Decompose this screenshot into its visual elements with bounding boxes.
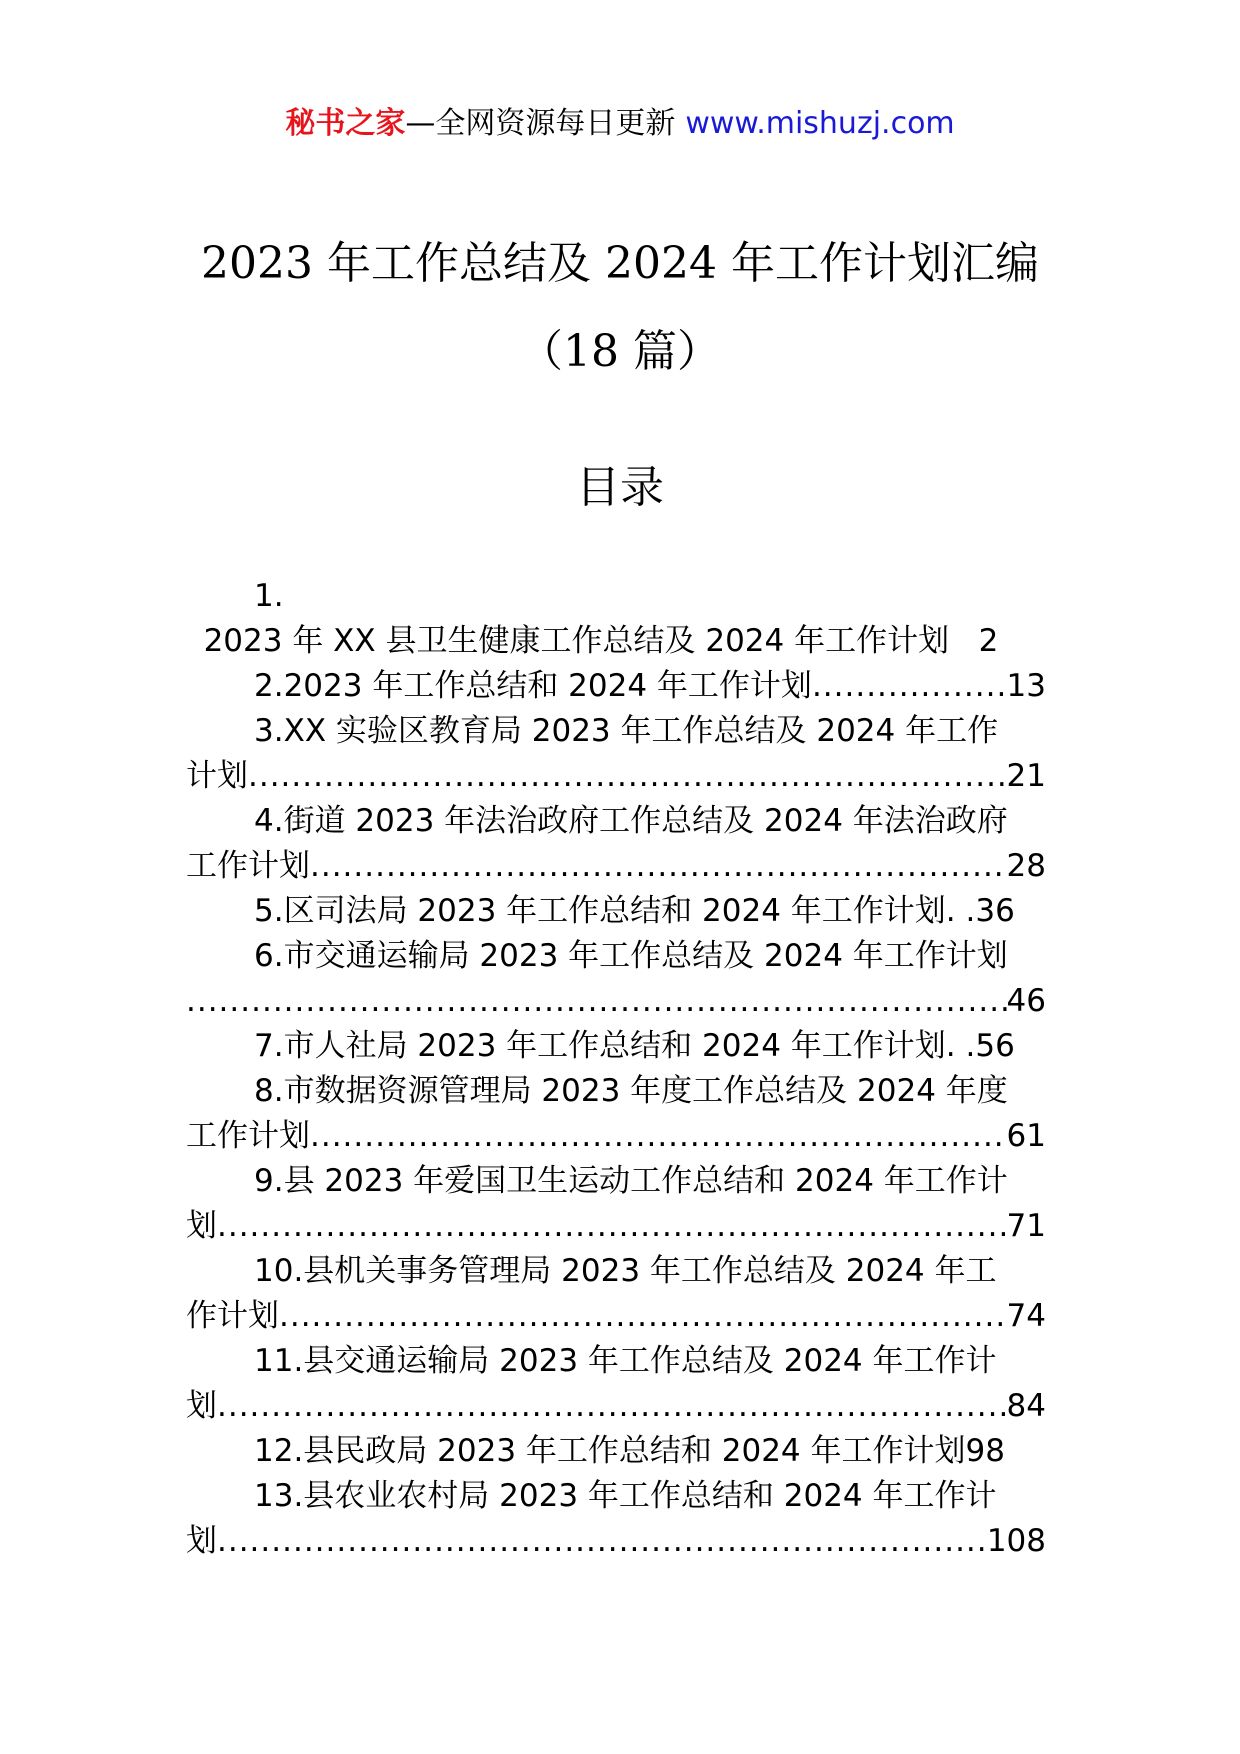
toc-page-number: 21 — [1006, 758, 1046, 794]
site-header — [0, 104, 1240, 144]
toc-leader-dots — [279, 1294, 1007, 1339]
toc-entry-13-line1[interactable]: 13.县农业农村局 2023 年工作总结和 2024 年工作计 — [254, 1478, 997, 1514]
toc-heading: 目录 — [576, 462, 664, 513]
toc-entry-8-line1[interactable]: 8.市数据资源管理局 2023 年度工作总结及 2024 年度 — [254, 1073, 1008, 1109]
toc-entry-title: 12.县民政局 2023 年工作总结和 2024 年工作计划 — [254, 1433, 966, 1469]
toc-entry-12[interactable] — [186, 1429, 1046, 1474]
toc-entry-4-line1[interactable]: 4.街道 2023 年法治政府工作总结及 2024 年法治政府 — [254, 803, 1008, 839]
toc-leader-dots — [217, 1204, 1007, 1249]
toc-entry-title: 作计划 — [186, 1298, 279, 1334]
site-url-link[interactable]: www.mishuzj.com — [685, 106, 955, 141]
toc-leader-dots — [310, 844, 1007, 889]
toc-entry-title: 划 — [186, 1523, 217, 1559]
toc-entry-10[interactable] — [186, 1294, 1046, 1339]
toc-entry-9[interactable] — [186, 1204, 1046, 1249]
toc-page-number: 36 — [975, 893, 1015, 929]
toc-leader-dots — [310, 1114, 1007, 1159]
toc-page-number: 28 — [1006, 848, 1046, 884]
toc-leader-dots — [217, 1519, 987, 1564]
toc-leader-dots — [812, 664, 1007, 709]
toc-leader-dots — [186, 979, 1007, 1024]
toc-entry-11[interactable] — [186, 1384, 1046, 1429]
site-brand: 秘书之家 — [285, 106, 406, 141]
toc-entry-title: 2.2023 年工作总结和 2024 年工作计划 — [254, 668, 812, 704]
table-of-contents — [186, 574, 1046, 1564]
toc-leader-dots — [248, 754, 1007, 799]
toc-entry-title: 2023 年 XX 县卫生健康工作总结及 2024 年工作计划 — [203, 623, 950, 659]
toc-page-number: 84 — [1006, 1388, 1046, 1424]
toc-entry-6[interactable] — [186, 979, 1046, 1024]
toc-entry-4[interactable] — [186, 844, 1046, 889]
toc-entry-title: 划 — [186, 1208, 217, 1244]
toc-entry-3[interactable] — [186, 754, 1046, 799]
toc-leader-dots — [217, 1384, 1007, 1429]
toc-page-number: 56 — [975, 1028, 1015, 1064]
site-tagline: 全网资源每日更新 — [435, 106, 676, 141]
toc-entry-2[interactable] — [186, 664, 1046, 709]
toc-entry-1-number[interactable]: 1. — [254, 578, 284, 614]
toc-entry-13[interactable] — [186, 1519, 1046, 1564]
toc-entry-title: 划 — [186, 1388, 217, 1424]
toc-entry-3-line1[interactable]: 3.XX 实验区教育局 2023 年工作总结及 2024 年工作 — [254, 713, 999, 749]
toc-entry-7[interactable] — [186, 1024, 1046, 1069]
toc-page-number: 108 — [986, 1523, 1046, 1559]
toc-entry-1[interactable] — [186, 619, 1046, 664]
toc-entry-10-line1[interactable]: 10.县机关事务管理局 2023 年工作总结及 2024 年工 — [254, 1253, 997, 1289]
toc-page-number: 71 — [1006, 1208, 1046, 1244]
toc-entry-title: 7.市人社局 2023 年工作总结和 2024 年工作计划. . — [254, 1028, 976, 1064]
toc-page-number: 13 — [1006, 668, 1046, 704]
toc-page-number: 61 — [1006, 1118, 1046, 1154]
document-subtitle: （18 篇） — [519, 326, 721, 377]
toc-page-number: 98 — [965, 1433, 1005, 1469]
header-dash: — — [405, 106, 436, 141]
toc-entry-11-line1[interactable]: 11.县交通运输局 2023 年工作总结及 2024 年工作计 — [254, 1343, 997, 1379]
toc-entry-9-line1[interactable]: 9.县 2023 年爱国卫生运动工作总结和 2024 年工作计 — [254, 1163, 1008, 1199]
toc-entry-5[interactable] — [186, 889, 1046, 934]
toc-page-number: 46 — [1006, 983, 1046, 1019]
toc-entry-6-line1[interactable]: 6.市交通运输局 2023 年工作总结及 2024 年工作计划 — [254, 938, 1008, 974]
toc-entry-title: 工作计划 — [186, 848, 310, 884]
toc-entry-8[interactable] — [186, 1114, 1046, 1159]
toc-entry-title: 工作计划 — [186, 1118, 310, 1154]
toc-page-number: 74 — [1006, 1298, 1046, 1334]
toc-page-number: 2 — [978, 623, 999, 659]
toc-entry-title: 计划 — [186, 758, 248, 794]
document-title: 2023 年工作总结及 2024 年工作计划汇编 — [201, 238, 1039, 289]
toc-entry-title: 5.区司法局 2023 年工作总结和 2024 年工作计划. . — [254, 893, 976, 929]
